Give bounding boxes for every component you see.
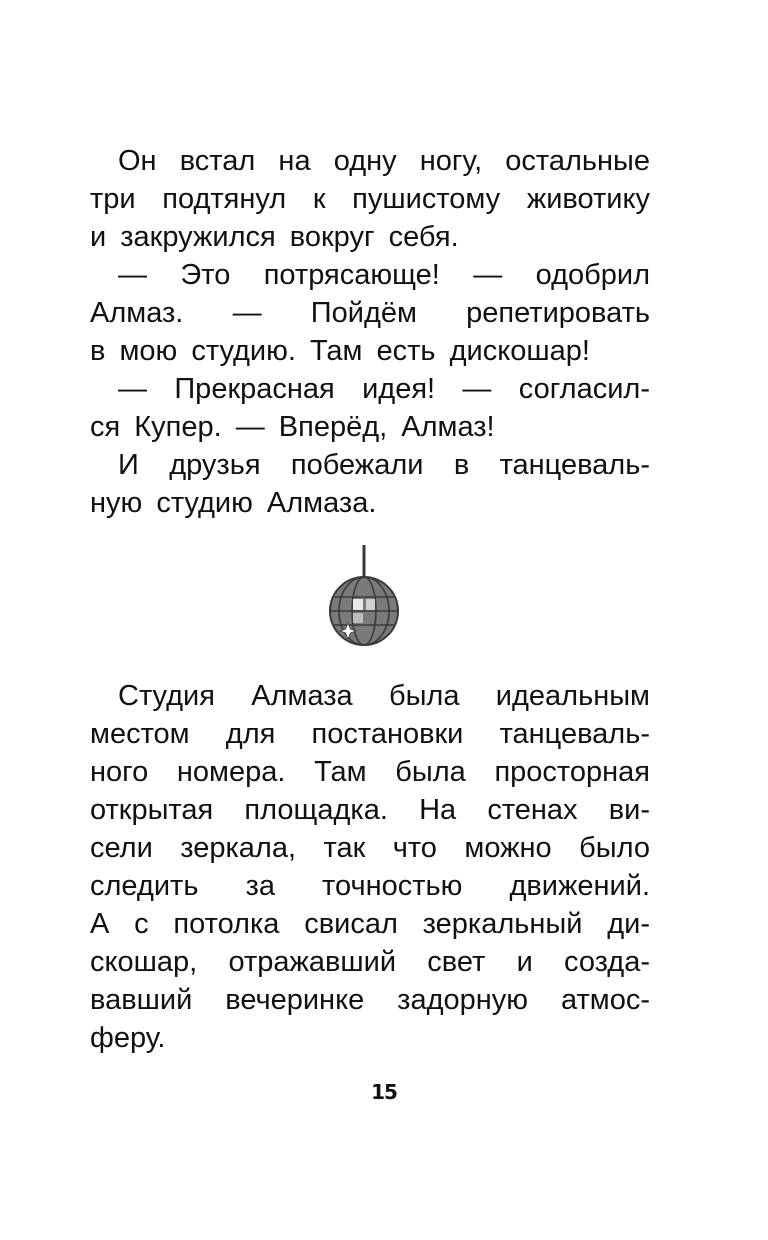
paragraph <box>90 446 650 522</box>
text-line: — Прекрасная идея! — согласил- <box>118 373 650 405</box>
text-line: сели зеркала, так что можно было <box>90 832 650 864</box>
paragraph <box>90 142 650 256</box>
text-line: и закружился вокруг себя. <box>90 221 459 253</box>
text-line: следить за точностью движений. <box>90 870 650 902</box>
text-line: открытая площадка. На стенах ви- <box>90 794 650 826</box>
text-block-top <box>90 142 650 522</box>
text-line: Алмаз. — Пойдём репетировать <box>90 297 650 329</box>
text-line: — Это потрясающе! — одобрил <box>118 259 650 291</box>
text-line: феру. <box>90 1022 166 1054</box>
text-line: вавший вечеринке задорную атмос- <box>90 984 650 1016</box>
text-line: местом для постановки танцеваль- <box>90 718 650 750</box>
paragraph <box>90 256 650 370</box>
text-line: Студия Алмаза была идеальным <box>118 680 650 712</box>
text-line: И друзья побежали в танцеваль- <box>118 449 650 481</box>
text-line: ного номера. Там была просторная <box>90 756 650 788</box>
text-line: ся Купер. — Вперёд, Алмаз! <box>90 411 495 443</box>
paragraph <box>90 677 650 1057</box>
disco-ball-icon <box>326 545 402 650</box>
text-line: А с потолка свисал зеркальный ди- <box>90 908 650 940</box>
text-line: в мою студию. Там есть дискошар! <box>90 335 590 367</box>
paragraph <box>90 370 650 446</box>
text-line: Он встал на одну ногу, остальные <box>118 145 650 177</box>
text-block-bottom <box>90 677 650 1057</box>
text-line: три подтянул к пушистому животику <box>90 183 650 215</box>
text-line: скошар, отражавший свет и созда- <box>90 946 650 978</box>
page-number: 15 <box>371 1080 397 1104</box>
text-line: ную студию Алмаза. <box>90 487 377 519</box>
